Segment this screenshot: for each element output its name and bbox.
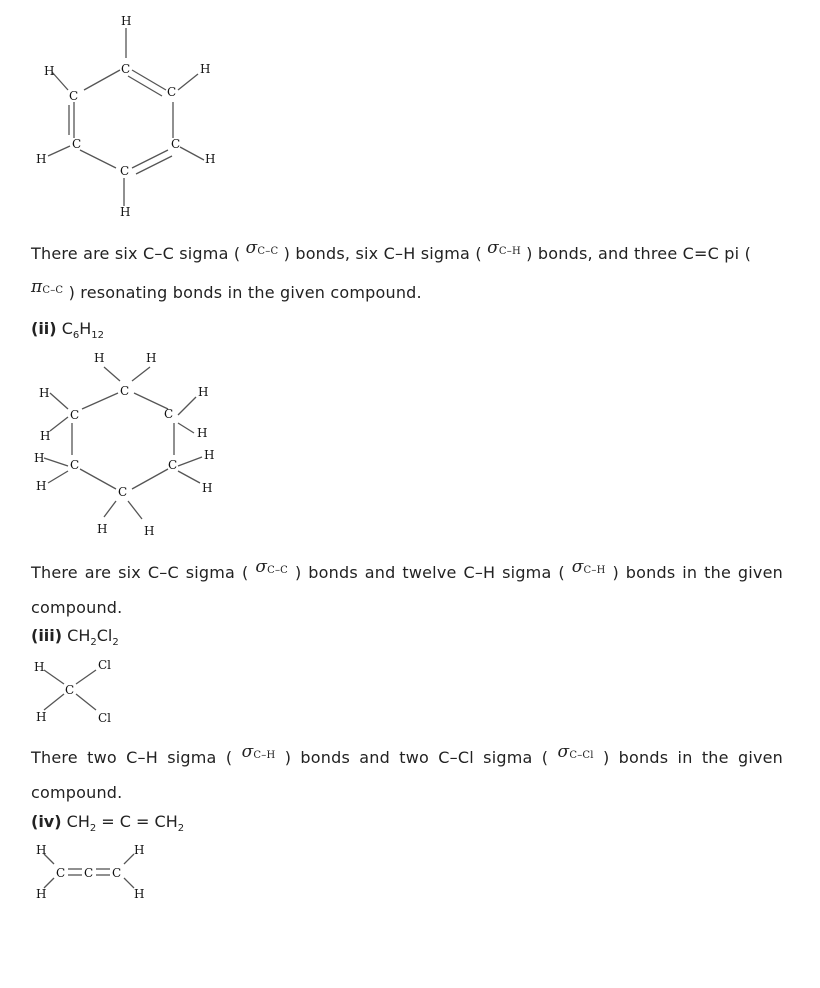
sigma-symbol: σ xyxy=(571,557,584,577)
benzene-structure xyxy=(28,10,238,225)
atom-h: H xyxy=(205,152,216,166)
atom-h: H xyxy=(197,426,208,440)
benzene-description: There are six C–C sigma ( $\sigma^{C-C}$ ) bonds, six C–H sigma ( $\sigma^{C-H}$ ) bonds, and three C=C pi ( $\pi^{C-C}$ ) resonating bonds in the given compound. xyxy=(31,238,752,302)
atom-c: C xyxy=(120,384,130,398)
atom-c: C xyxy=(65,683,75,697)
formula: $CH_2 = C = CH_2$ xyxy=(66,812,185,835)
atom-h: H xyxy=(40,429,51,443)
atom-cl: Cl xyxy=(98,711,112,725)
atom-c: C xyxy=(171,137,181,151)
atom-h: H xyxy=(36,710,47,724)
cyclohexane-description: There are six C–C sigma ( $\sigma^{C-C}$ ) bonds and twelve C–H sigma ( $\sigma^{C-H}$ ) bonds in the given compound. xyxy=(31,557,783,617)
atom-c: C xyxy=(120,164,130,178)
atom-h: H xyxy=(144,524,155,538)
atom-h: H xyxy=(39,386,50,400)
atom-h: H xyxy=(146,351,157,365)
atom-c: C xyxy=(72,137,82,151)
atom-h: H xyxy=(200,62,211,76)
section-heading-iv: (iv) $CH_2 = C = CH_2$ xyxy=(31,812,185,835)
atom-h: H xyxy=(34,451,45,465)
atom-h: H xyxy=(94,351,105,365)
sigma-symbol: σ xyxy=(557,742,570,762)
dichloromethane-structure xyxy=(28,652,138,732)
atom-h: H xyxy=(121,14,132,28)
atom-c: C xyxy=(118,485,128,499)
atom-c: C xyxy=(70,458,80,472)
atom-cl: Cl xyxy=(98,658,112,672)
atom-h: H xyxy=(97,522,108,536)
atom-c: C xyxy=(121,62,131,76)
atom-h: H xyxy=(120,205,131,219)
pi-symbol: π xyxy=(31,277,43,297)
atom-h: H xyxy=(134,887,145,901)
atom-c: C xyxy=(70,408,80,422)
atom-c: C xyxy=(69,89,79,103)
atom-h: H xyxy=(36,843,47,857)
atom-h: H xyxy=(204,448,215,462)
sigma-symbol: σ xyxy=(487,238,499,258)
atom-h: H xyxy=(44,64,55,78)
sigma-symbol: σ xyxy=(245,238,258,258)
section-heading-ii: (ii) $C_6H_{12}$ xyxy=(31,319,104,342)
sigma-symbol: σ xyxy=(241,742,254,762)
atom-c: C xyxy=(56,866,66,880)
atom-h: H xyxy=(198,385,209,399)
atom-c: C xyxy=(168,458,178,472)
atom-c: C xyxy=(112,866,122,880)
atom-c: C xyxy=(164,407,174,421)
atom-h: H xyxy=(36,152,47,166)
atom-h: H xyxy=(36,887,47,901)
atom-c: C xyxy=(167,85,177,99)
formula: $C_6H_{12}$ xyxy=(61,319,104,342)
atom-c: C xyxy=(84,866,94,880)
atom-h: H xyxy=(34,660,45,674)
atom-h: H xyxy=(134,843,145,857)
dichloromethane-description: There two C–H sigma ( $\sigma^{C-H}$ ) bonds and two C–Cl sigma ( $\sigma^{C-Cl}$ ) bonds in the given compound. xyxy=(31,742,784,802)
cyclohexane-structure xyxy=(28,345,228,545)
sigma-symbol: σ xyxy=(255,557,268,577)
formula: $CH_2Cl_2$ xyxy=(67,626,119,649)
allene-structure xyxy=(28,840,168,910)
atom-h: H xyxy=(36,479,47,493)
atom-h: H xyxy=(202,481,213,495)
section-heading-iii: (iii) $CH_2Cl_2$ xyxy=(31,626,119,649)
